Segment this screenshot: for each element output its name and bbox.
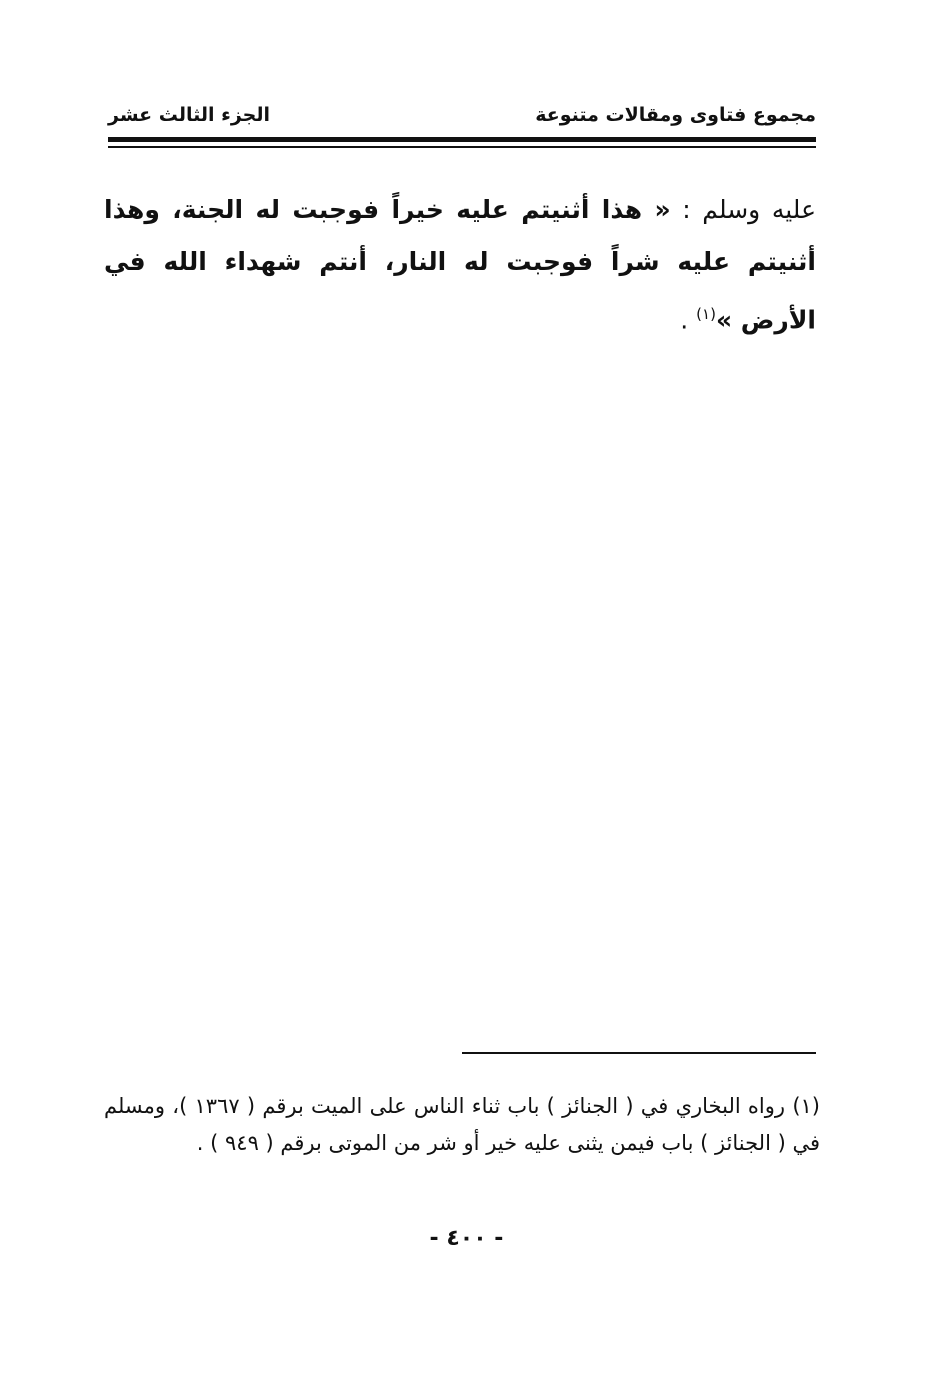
footnote-separator (462, 1052, 816, 1054)
header-rule-thick (108, 137, 816, 142)
paragraph-lead: عليه وسلم : (670, 195, 817, 224)
header-volume: الجزء الثالث عشر (108, 104, 271, 126)
main-paragraph (104, 184, 816, 346)
footnote-text: رواه البخاري في ( الجنائز ) باب ثناء الناس على الميت برقم ( ١٣٦٧ )، ومسلم في ( الجنائز ) باب فيمن يثنى عليه خير أو شر من الموتى برقم ( ٩٤٩ ) . (104, 1094, 820, 1155)
header-rule-thin (108, 146, 816, 148)
footnote (104, 1088, 820, 1162)
header-book-title: مجموع فتاوى ومقالات متنوعة (535, 104, 816, 126)
paragraph-end: . (680, 305, 697, 335)
footnote-number: (١) (792, 1094, 820, 1118)
footnote-reference[interactable]: (١) (696, 305, 716, 323)
page-number: - ٤٠٠ - (429, 1226, 504, 1251)
running-header (108, 98, 816, 134)
hadith-quote: « هذا أثنيتم عليه خيراً فوجبت له الجنة، وهذا أثنيتم عليه شراً فوجبت له النار، أنتم شهداء الله في الأرض » (104, 195, 816, 335)
